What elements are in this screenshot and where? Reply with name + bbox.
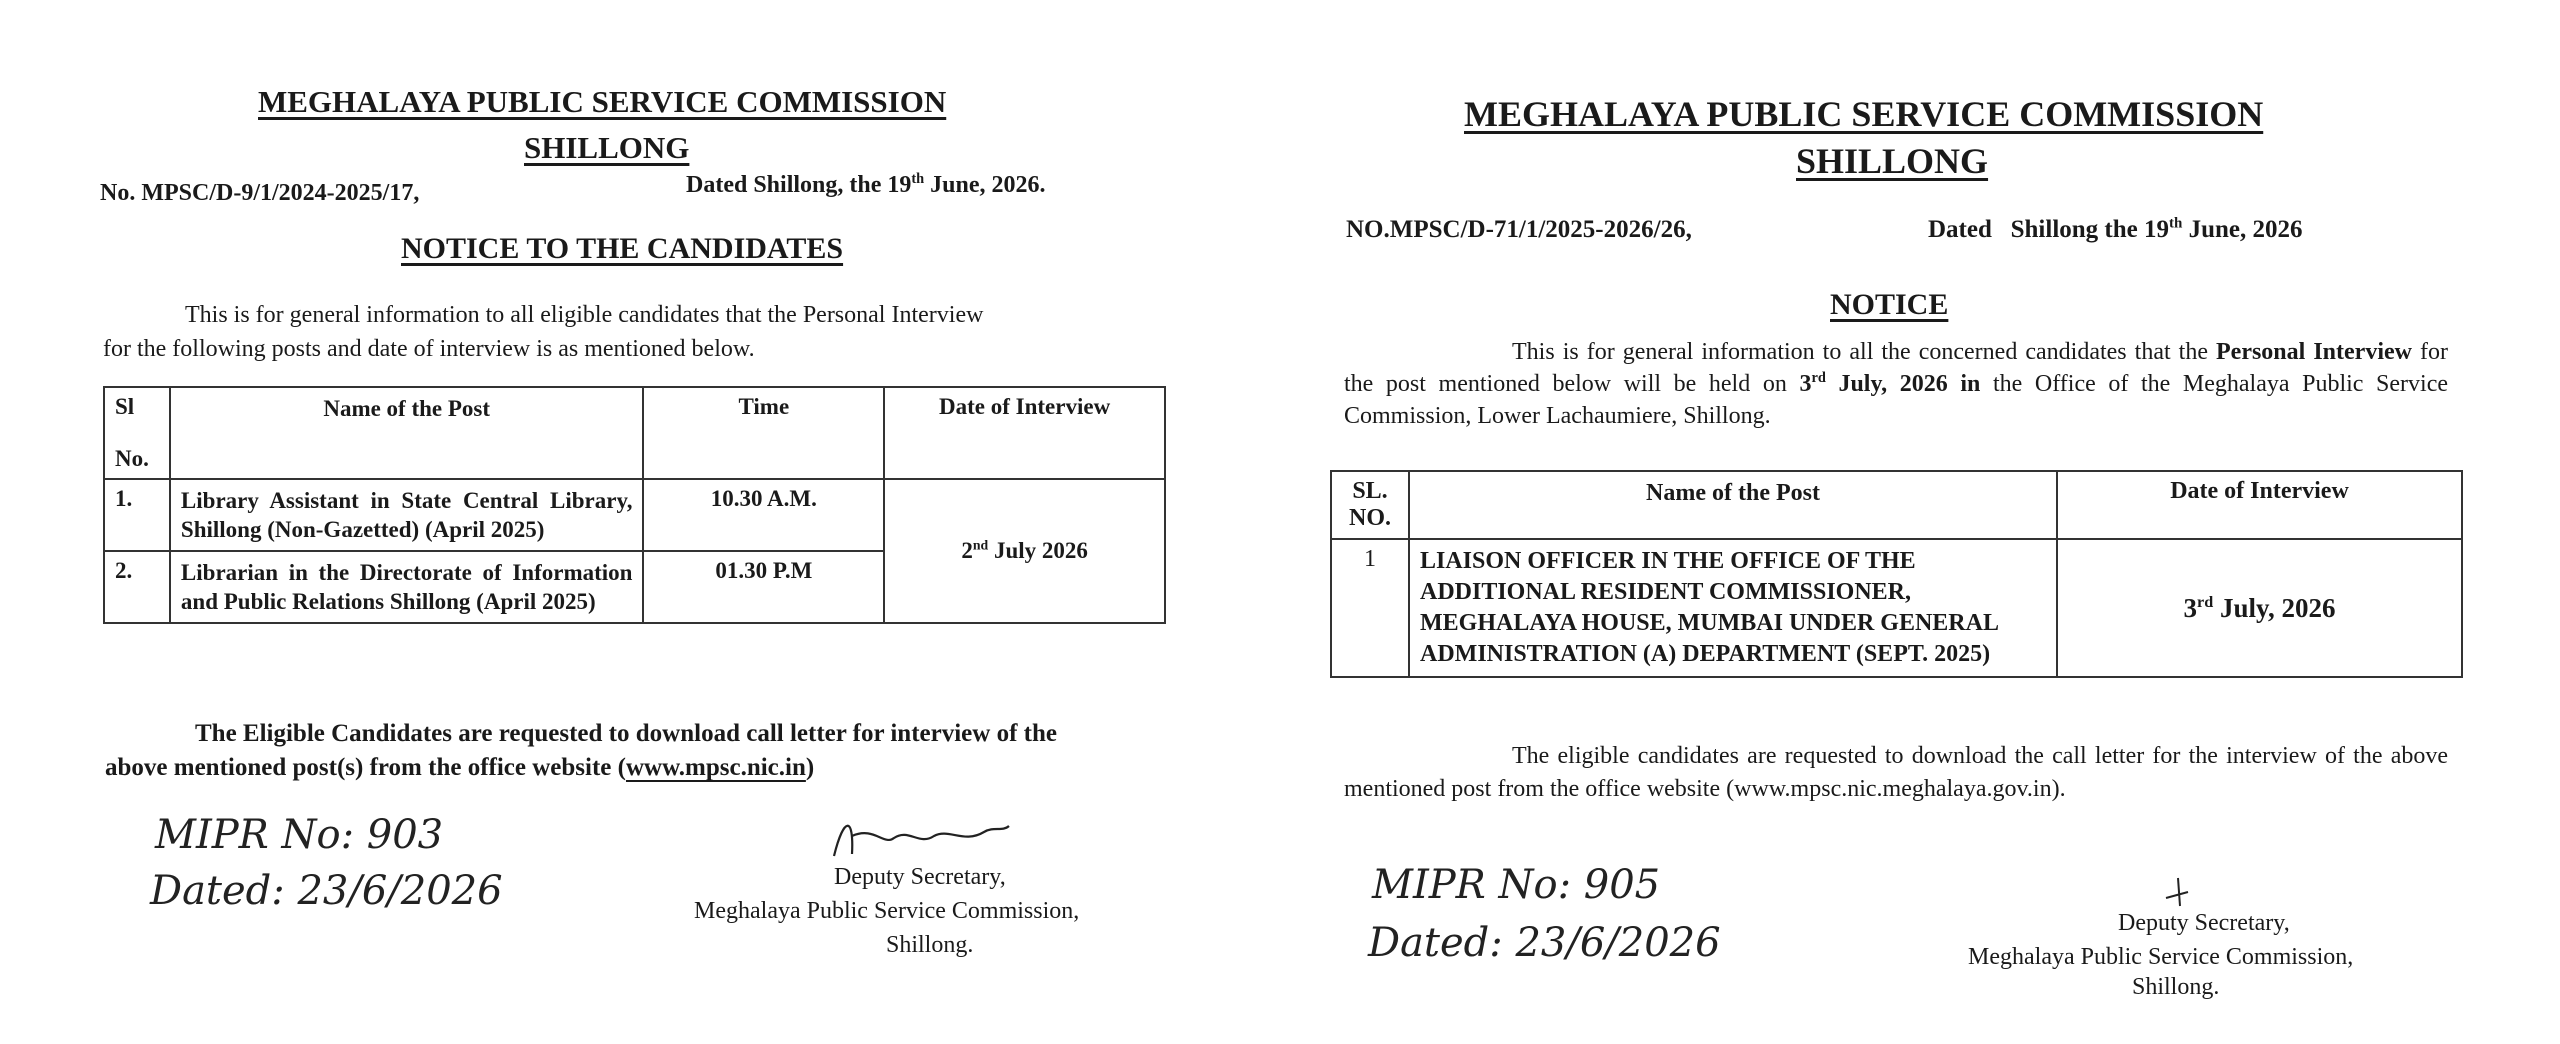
header-date: Date of Interview	[2057, 471, 2462, 539]
row-post: LIAISON OFFICER IN THE OFFICE OF THE ADDITIONAL RESIDENT COMMISSIONER, MEGHALAYA HOUSE, MUMBAI UNDER GENERAL ADMINISTRATION (A) DEPARTMENT (SEPT. 2025)	[1409, 539, 2057, 677]
signatory-title: Deputy Secretary,	[834, 864, 1006, 890]
commission-city: SHILLONG	[1796, 141, 1989, 181]
commission-city: SHILLONG	[524, 130, 690, 165]
signatory-organization: Meghalaya Public Service Commission,	[694, 898, 1080, 924]
row-time: 10.30 A.M.	[643, 479, 884, 551]
notice-heading: NOTICE TO THE CANDIDATES	[401, 232, 844, 265]
footer-text-line1: The Eligible Candidates are requested to download call letter for interview of the	[195, 720, 1057, 747]
website-link[interactable]: www.mpsc.nic.in	[625, 754, 806, 781]
table-row	[104, 479, 1165, 551]
interview-date: 3rd July, 2026	[2057, 539, 2462, 677]
intro-text: This is for general information to all the concerned candidates that the Personal Interview for the post mentioned below will be held on 3rd July, 2026 in the Office of the Meghalaya Public Service Commission, Lower Lachaumiere, Shillong.	[1344, 339, 2449, 429]
left-notice	[0, 0, 1250, 1044]
row-time: 01.30 P.M	[643, 551, 884, 623]
table-header-row	[104, 387, 1165, 479]
notice-heading: NOTICE	[1830, 288, 1949, 321]
signatory-city: Shillong.	[886, 932, 974, 958]
header-sl: Sl No.	[104, 387, 170, 479]
header-sl: SL. NO.	[1331, 471, 1409, 539]
handwritten-memo-number: MIPR No: 903	[155, 812, 444, 858]
table-row	[1331, 539, 2462, 677]
footer-text-line2: above mentioned post(s) from the office website (www.mpsc.nic.in)	[105, 754, 815, 781]
signatory-organization: Meghalaya Public Service Commission,	[1968, 944, 2354, 970]
table-header-row	[1331, 471, 2462, 539]
handwritten-memo-date: Dated: 23/6/2026	[1368, 920, 1721, 966]
signature-scrawl	[2160, 870, 2210, 910]
commission-name: MEGHALAYA PUBLIC SERVICE COMMISSION	[1464, 94, 2264, 134]
row-post: Librarian in the Directorate of Information and Public Relations Shillong (April 2025)	[170, 551, 644, 623]
row-sl: 1	[1331, 539, 1409, 677]
row-post: Library Assistant in State Central Library, Shillong (Non-Gazetted) (April 2025)	[170, 479, 644, 551]
row-sl: 2.	[104, 551, 170, 623]
header-post: Name of the Post	[1409, 471, 2057, 539]
issue-date: Dated Shillong, the 19th June, 2026.	[686, 171, 1046, 198]
issue-date: Dated Shillong the 19th June, 2026	[1928, 215, 2303, 243]
header-post: Name of the Post	[170, 387, 644, 479]
reference-number: No. MPSC/D-9/1/2024-2025/17,	[100, 180, 420, 206]
intro-text-line2: for the following posts and date of interview is as mentioned below.	[103, 336, 755, 362]
interview-date: 2nd July 2026	[884, 479, 1165, 623]
signatory-title: Deputy Secretary,	[2118, 910, 2290, 936]
right-notice	[1250, 0, 2560, 1044]
handwritten-memo-number: MIPR No: 905	[1372, 862, 1661, 908]
reference-number: NO.MPSC/D-71/1/2025-2026/26,	[1346, 216, 1692, 243]
interview-schedule-table	[1330, 470, 2463, 678]
header-time: Time	[643, 387, 884, 479]
row-sl: 1.	[104, 479, 170, 551]
interview-schedule-table	[103, 386, 1166, 624]
signatory-city: Shillong.	[2132, 974, 2220, 1000]
header-date: Date of Interview	[884, 387, 1165, 479]
handwritten-memo-date: Dated: 23/6/2026	[150, 868, 503, 914]
footer-text: The eligible candidates are requested to download the call letter for the interview of the above mentioned post from the office website (www.mpsc.nic.meghalaya.gov.in).	[1344, 743, 2448, 802]
commission-name: MEGHALAYA PUBLIC SERVICE COMMISSION	[258, 84, 947, 119]
intro-text-line1: This is for general information to all eligible candidates that the Personal Interview	[185, 302, 984, 328]
